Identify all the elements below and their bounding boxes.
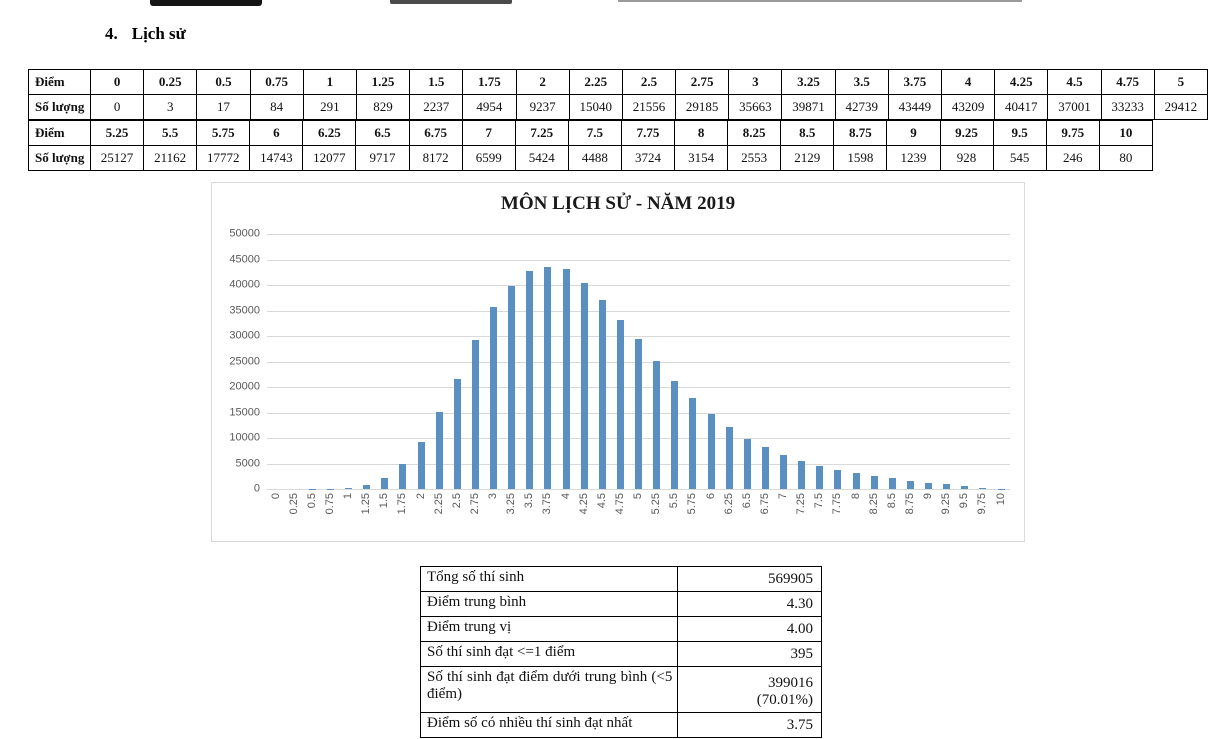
score-cell: 3 <box>729 70 782 95</box>
x-tick-slot <box>503 491 521 535</box>
score-cell: 6.25 <box>303 121 356 146</box>
summary-label: Tổng số thí sinh <box>421 567 678 592</box>
bar <box>399 464 406 489</box>
bar <box>599 300 606 489</box>
bar-slot <box>720 234 738 489</box>
y-tick-label: 35000 <box>229 304 260 316</box>
bar-slot <box>593 234 611 489</box>
y-tick-label: 30000 <box>229 329 260 342</box>
bar-slot <box>503 234 521 489</box>
bar <box>635 339 642 489</box>
x-tick-slot <box>593 491 611 535</box>
bar <box>708 414 715 489</box>
bar <box>526 271 533 489</box>
count-row-header: Số lượng <box>29 146 91 171</box>
x-tick-label: 6.75 <box>758 493 771 515</box>
count-cell: 29412 <box>1154 95 1207 120</box>
y-tick-label: 45000 <box>229 253 260 265</box>
score-cell: 9 <box>887 121 940 146</box>
bar-slot <box>811 234 829 489</box>
count-cell: 40417 <box>995 95 1048 120</box>
count-cell: 2129 <box>781 146 834 171</box>
bar-slot <box>376 234 394 489</box>
summary-row <box>421 617 822 642</box>
x-tick-slot <box>376 491 394 535</box>
x-tick-label: 4 <box>559 493 572 500</box>
x-tick-label: 8.25 <box>867 493 880 515</box>
x-tick-label: 5.25 <box>650 493 663 515</box>
count-cell: 3 <box>144 95 197 120</box>
gridline <box>267 489 1010 490</box>
score-cell: 4.5 <box>1048 70 1101 95</box>
x-tick-slot <box>865 491 883 535</box>
bar-slot <box>956 234 974 489</box>
count-cell: 928 <box>940 146 993 171</box>
x-tick-slot <box>394 491 412 535</box>
x-tick-label: 0.5 <box>305 493 318 509</box>
count-cell: 42739 <box>835 95 888 120</box>
bar-slot <box>793 234 811 489</box>
score-cell: 0.25 <box>144 70 197 95</box>
x-tick-label: 5 <box>632 493 645 500</box>
score-row <box>29 70 1208 95</box>
x-tick-label: 1 <box>342 493 355 500</box>
bar <box>454 379 461 489</box>
x-tick-slot <box>267 491 285 535</box>
bar-slot <box>901 234 919 489</box>
score-cell: 9.75 <box>1046 121 1099 146</box>
count-cell: 4488 <box>568 146 621 171</box>
bar-slot <box>974 234 992 489</box>
score-cell: 10 <box>1099 121 1152 146</box>
x-tick-slot <box>974 491 992 535</box>
x-tick-label: 0 <box>269 493 282 500</box>
count-cell: 80 <box>1099 146 1152 171</box>
x-tick-label: 1.25 <box>360 493 373 515</box>
y-tick-label: 15000 <box>229 406 260 418</box>
bar-slot <box>358 234 376 489</box>
count-row <box>29 146 1153 171</box>
count-cell: 37001 <box>1048 95 1101 120</box>
bar <box>798 461 805 489</box>
bar <box>961 486 968 489</box>
score-row <box>29 121 1153 146</box>
bar <box>544 267 551 489</box>
count-cell: 3154 <box>675 146 728 171</box>
summary-row <box>421 567 822 592</box>
count-cell: 17 <box>197 95 250 120</box>
bar-series <box>267 234 1010 489</box>
count-cell: 21556 <box>622 95 675 120</box>
summary-value: 4.00 <box>678 617 822 642</box>
x-tick-label: 3 <box>487 493 500 500</box>
x-tick-label: 7.75 <box>831 493 844 515</box>
bar <box>490 307 497 489</box>
score-cell: 8 <box>675 121 728 146</box>
score-cell: 0 <box>91 70 144 95</box>
count-cell: 2553 <box>728 146 781 171</box>
x-tick-slot <box>956 491 974 535</box>
x-tick-label: 8.5 <box>885 493 898 509</box>
score-cell: 2.25 <box>569 70 622 95</box>
count-cell: 12077 <box>303 146 356 171</box>
bar <box>762 447 769 489</box>
bar-slot <box>775 234 793 489</box>
score-cell: 5.5 <box>144 121 197 146</box>
x-tick-slot <box>485 491 503 535</box>
bar <box>726 427 733 489</box>
score-cell: 2 <box>516 70 569 95</box>
x-tick-label: 6.25 <box>722 493 735 515</box>
x-tick-slot <box>539 491 557 535</box>
x-tick-slot <box>466 491 484 535</box>
count-cell: 291 <box>303 95 356 120</box>
score-cell: 8.25 <box>728 121 781 146</box>
bar-slot <box>684 234 702 489</box>
bar-slot <box>539 234 557 489</box>
score-cell: 8.75 <box>834 121 887 146</box>
score-cell: 3.75 <box>888 70 941 95</box>
score-cell: 8.5 <box>781 121 834 146</box>
count-cell: 84 <box>250 95 303 120</box>
score-cell: 2.75 <box>676 70 729 95</box>
x-tick-label: 4.25 <box>577 493 590 515</box>
x-tick-slot <box>448 491 466 535</box>
bar-slot <box>702 234 720 489</box>
x-tick-slot <box>702 491 720 535</box>
bar <box>744 439 751 489</box>
bar <box>472 340 479 489</box>
count-cell: 8172 <box>409 146 462 171</box>
x-tick-label: 4.5 <box>595 493 608 509</box>
bar-slot <box>611 234 629 489</box>
y-axis-tick-labels <box>216 227 260 495</box>
bar <box>508 286 515 489</box>
bar <box>381 478 388 489</box>
x-tick-slot <box>666 491 684 535</box>
score-cell: 0.75 <box>250 70 303 95</box>
x-tick-slot <box>575 491 593 535</box>
bar-slot <box>267 234 285 489</box>
bar <box>816 466 823 489</box>
bar-slot <box>557 234 575 489</box>
score-cell: 7.25 <box>515 121 568 146</box>
bar <box>943 484 950 489</box>
bar <box>671 381 678 489</box>
count-cell: 25127 <box>91 146 144 171</box>
x-tick-label: 6.5 <box>740 493 753 509</box>
bar-slot <box>303 234 321 489</box>
count-cell: 9237 <box>516 95 569 120</box>
x-tick-slot <box>883 491 901 535</box>
bar-slot <box>865 234 883 489</box>
x-tick-slot <box>847 491 865 535</box>
count-cell: 43449 <box>888 95 941 120</box>
x-tick-slot <box>829 491 847 535</box>
x-tick-label: 0.75 <box>323 493 336 515</box>
summary-value: 3.75 <box>678 713 822 738</box>
summary-value: 569905 <box>678 567 822 592</box>
x-axis-tick-labels <box>267 491 1010 535</box>
section-heading <box>105 24 186 44</box>
bar <box>979 488 986 489</box>
score-cell: 1.75 <box>463 70 516 95</box>
x-tick-label: 8.75 <box>903 493 916 515</box>
count-cell: 3724 <box>621 146 674 171</box>
x-tick-slot <box>630 491 648 535</box>
bar-slot <box>992 234 1010 489</box>
x-tick-slot <box>920 491 938 535</box>
y-tick-label: 10000 <box>229 431 260 444</box>
summary-row <box>421 642 822 667</box>
bar <box>780 455 787 489</box>
x-tick-label: 0.25 <box>287 493 300 515</box>
count-cell: 35663 <box>729 95 782 120</box>
x-tick-slot <box>738 491 756 535</box>
x-tick-slot <box>340 491 358 535</box>
bar-slot <box>321 234 339 489</box>
count-cell: 9717 <box>356 146 409 171</box>
count-cell: 43209 <box>942 95 995 120</box>
bar <box>653 361 660 489</box>
x-tick-label: 3.25 <box>505 493 518 515</box>
x-tick-label: 1.75 <box>396 493 409 515</box>
bar <box>925 483 932 489</box>
score-table-lower <box>28 120 1153 171</box>
score-cell: 4.75 <box>1101 70 1154 95</box>
bar-slot <box>430 234 448 489</box>
chart-plot-area <box>267 234 1010 489</box>
x-tick-label: 5.75 <box>686 493 699 515</box>
bar-slot <box>883 234 901 489</box>
x-tick-label: 2 <box>414 493 427 500</box>
bar-slot <box>920 234 938 489</box>
bar-slot <box>630 234 648 489</box>
count-cell: 2237 <box>410 95 463 120</box>
bar-slot <box>485 234 503 489</box>
score-cell: 4.25 <box>995 70 1048 95</box>
count-row-header: Số lượng <box>29 95 91 120</box>
x-tick-slot <box>611 491 629 535</box>
count-cell: 0 <box>91 95 144 120</box>
x-tick-slot <box>303 491 321 535</box>
x-tick-slot <box>811 491 829 535</box>
x-tick-slot <box>412 491 430 535</box>
count-cell: 29185 <box>676 95 729 120</box>
count-cell: 5424 <box>515 146 568 171</box>
x-tick-label: 2.25 <box>432 493 445 515</box>
count-cell: 829 <box>356 95 409 120</box>
top-cropped-content-bar <box>618 0 1022 2</box>
count-cell: 15040 <box>569 95 622 120</box>
x-tick-slot <box>992 491 1010 535</box>
x-tick-label: 9 <box>922 493 935 500</box>
x-tick-slot <box>321 491 339 535</box>
score-cell: 0.5 <box>197 70 250 95</box>
count-cell: 14743 <box>250 146 303 171</box>
count-cell: 545 <box>993 146 1046 171</box>
x-tick-slot <box>756 491 774 535</box>
summary-label: Số thí sinh đạt điểm dưới trung bình (<5 điểm) <box>421 667 678 713</box>
top-cropped-content-bar <box>390 0 512 4</box>
x-tick-slot <box>938 491 956 535</box>
bar <box>418 442 425 489</box>
bar <box>436 412 443 489</box>
summary-row <box>421 592 822 617</box>
section-title: Lịch sử <box>131 24 186 43</box>
score-cell: 4 <box>942 70 995 95</box>
score-cell: 1.25 <box>356 70 409 95</box>
x-tick-slot <box>775 491 793 535</box>
x-tick-label: 10 <box>994 493 1007 506</box>
bar-slot <box>466 234 484 489</box>
summary-value: 395 <box>678 642 822 667</box>
x-tick-label: 7.25 <box>795 493 808 515</box>
x-tick-label: 6 <box>704 493 717 500</box>
x-tick-label: 9.5 <box>958 493 971 509</box>
score-cell: 7 <box>462 121 515 146</box>
bar-slot <box>829 234 847 489</box>
bar <box>871 476 878 489</box>
score-row-header: Điểm <box>29 70 91 95</box>
score-cell: 6.5 <box>356 121 409 146</box>
x-tick-slot <box>358 491 376 535</box>
bar <box>907 481 914 489</box>
score-cell: 5 <box>1154 70 1207 95</box>
score-cell: 5.75 <box>197 121 250 146</box>
y-tick-label: 20000 <box>229 380 260 393</box>
x-tick-slot <box>720 491 738 535</box>
summary-label: Điểm trung bình <box>421 592 678 617</box>
summary-row <box>421 713 822 738</box>
score-cell: 3.25 <box>782 70 835 95</box>
x-tick-label: 3.75 <box>541 493 554 515</box>
x-tick-label: 2.75 <box>468 493 481 515</box>
x-tick-slot <box>648 491 666 535</box>
bar <box>581 283 588 489</box>
bar-slot <box>412 234 430 489</box>
summary-label: Số thí sinh đạt <=1 điểm <box>421 642 678 667</box>
score-cell: 3.5 <box>835 70 888 95</box>
summary-value: 4.30 <box>678 592 822 617</box>
x-tick-label: 5.5 <box>668 493 681 509</box>
summary-label: Điểm trung vị <box>421 617 678 642</box>
y-tick-label: 25000 <box>229 355 260 367</box>
bar <box>853 473 860 489</box>
bar-slot <box>738 234 756 489</box>
count-cell: 1598 <box>834 146 887 171</box>
count-cell: 4954 <box>463 95 516 120</box>
x-tick-label: 4.75 <box>613 493 626 515</box>
y-tick-label: 0 <box>253 482 260 495</box>
summary-statistics-table <box>420 566 822 738</box>
score-cell: 6.75 <box>409 121 462 146</box>
x-tick-slot <box>901 491 919 535</box>
x-tick-slot <box>793 491 811 535</box>
count-row <box>29 95 1208 120</box>
summary-label: Điểm số có nhiều thí sinh đạt nhất <box>421 713 678 738</box>
score-cell: 7.75 <box>621 121 674 146</box>
x-tick-label: 9.25 <box>940 493 953 515</box>
chart-title: MÔN LỊCH SỬ - NĂM 2019 <box>500 193 736 214</box>
x-tick-slot <box>684 491 702 535</box>
bar <box>617 320 624 489</box>
count-cell: 1239 <box>887 146 940 171</box>
score-cell: 7.5 <box>568 121 621 146</box>
y-tick-label: 5000 <box>235 457 260 469</box>
y-tick-label: 40000 <box>229 278 260 291</box>
x-tick-label: 7 <box>777 493 790 500</box>
section-number: 4. <box>105 24 118 43</box>
score-row-header: Điểm <box>29 121 91 146</box>
bar-slot <box>521 234 539 489</box>
score-cell: 1.5 <box>410 70 463 95</box>
bar <box>689 398 696 489</box>
bar-slot <box>666 234 684 489</box>
summary-value: 399016 (70.01%) <box>678 667 822 713</box>
bar-slot <box>847 234 865 489</box>
x-tick-label: 3.5 <box>523 493 536 509</box>
bar <box>363 485 370 489</box>
bar-slot <box>285 234 303 489</box>
top-cropped-content-bar <box>150 0 262 6</box>
bar <box>889 478 896 489</box>
bar <box>834 470 841 489</box>
x-tick-slot <box>557 491 575 535</box>
x-tick-label: 9.75 <box>976 493 989 515</box>
score-cell: 1 <box>303 70 356 95</box>
x-tick-slot <box>430 491 448 535</box>
count-cell: 6599 <box>462 146 515 171</box>
bar <box>345 488 352 489</box>
count-cell: 246 <box>1046 146 1099 171</box>
bar-slot <box>756 234 774 489</box>
score-cell: 9.25 <box>940 121 993 146</box>
summary-row <box>421 667 822 713</box>
x-tick-slot <box>285 491 303 535</box>
score-table-upper <box>28 69 1208 120</box>
x-tick-label: 2.5 <box>450 493 463 509</box>
x-tick-label: 8 <box>849 493 862 500</box>
score-cell: 9.5 <box>993 121 1046 146</box>
score-cell: 6 <box>250 121 303 146</box>
x-tick-slot <box>521 491 539 535</box>
count-cell: 21162 <box>144 146 197 171</box>
bar-slot <box>340 234 358 489</box>
count-cell: 17772 <box>197 146 250 171</box>
score-cell: 5.25 <box>91 121 144 146</box>
bar-slot <box>938 234 956 489</box>
bar-slot <box>648 234 666 489</box>
count-cell: 33233 <box>1101 95 1154 120</box>
score-cell: 2.5 <box>622 70 675 95</box>
y-tick-label: 50000 <box>229 227 260 240</box>
bar-slot <box>575 234 593 489</box>
score-distribution-chart <box>211 182 1025 542</box>
bar-slot <box>448 234 466 489</box>
x-tick-label: 1.5 <box>378 493 391 509</box>
bar <box>563 269 570 489</box>
x-tick-label: 7.5 <box>813 493 826 509</box>
bar-slot <box>394 234 412 489</box>
count-cell: 39871 <box>782 95 835 120</box>
